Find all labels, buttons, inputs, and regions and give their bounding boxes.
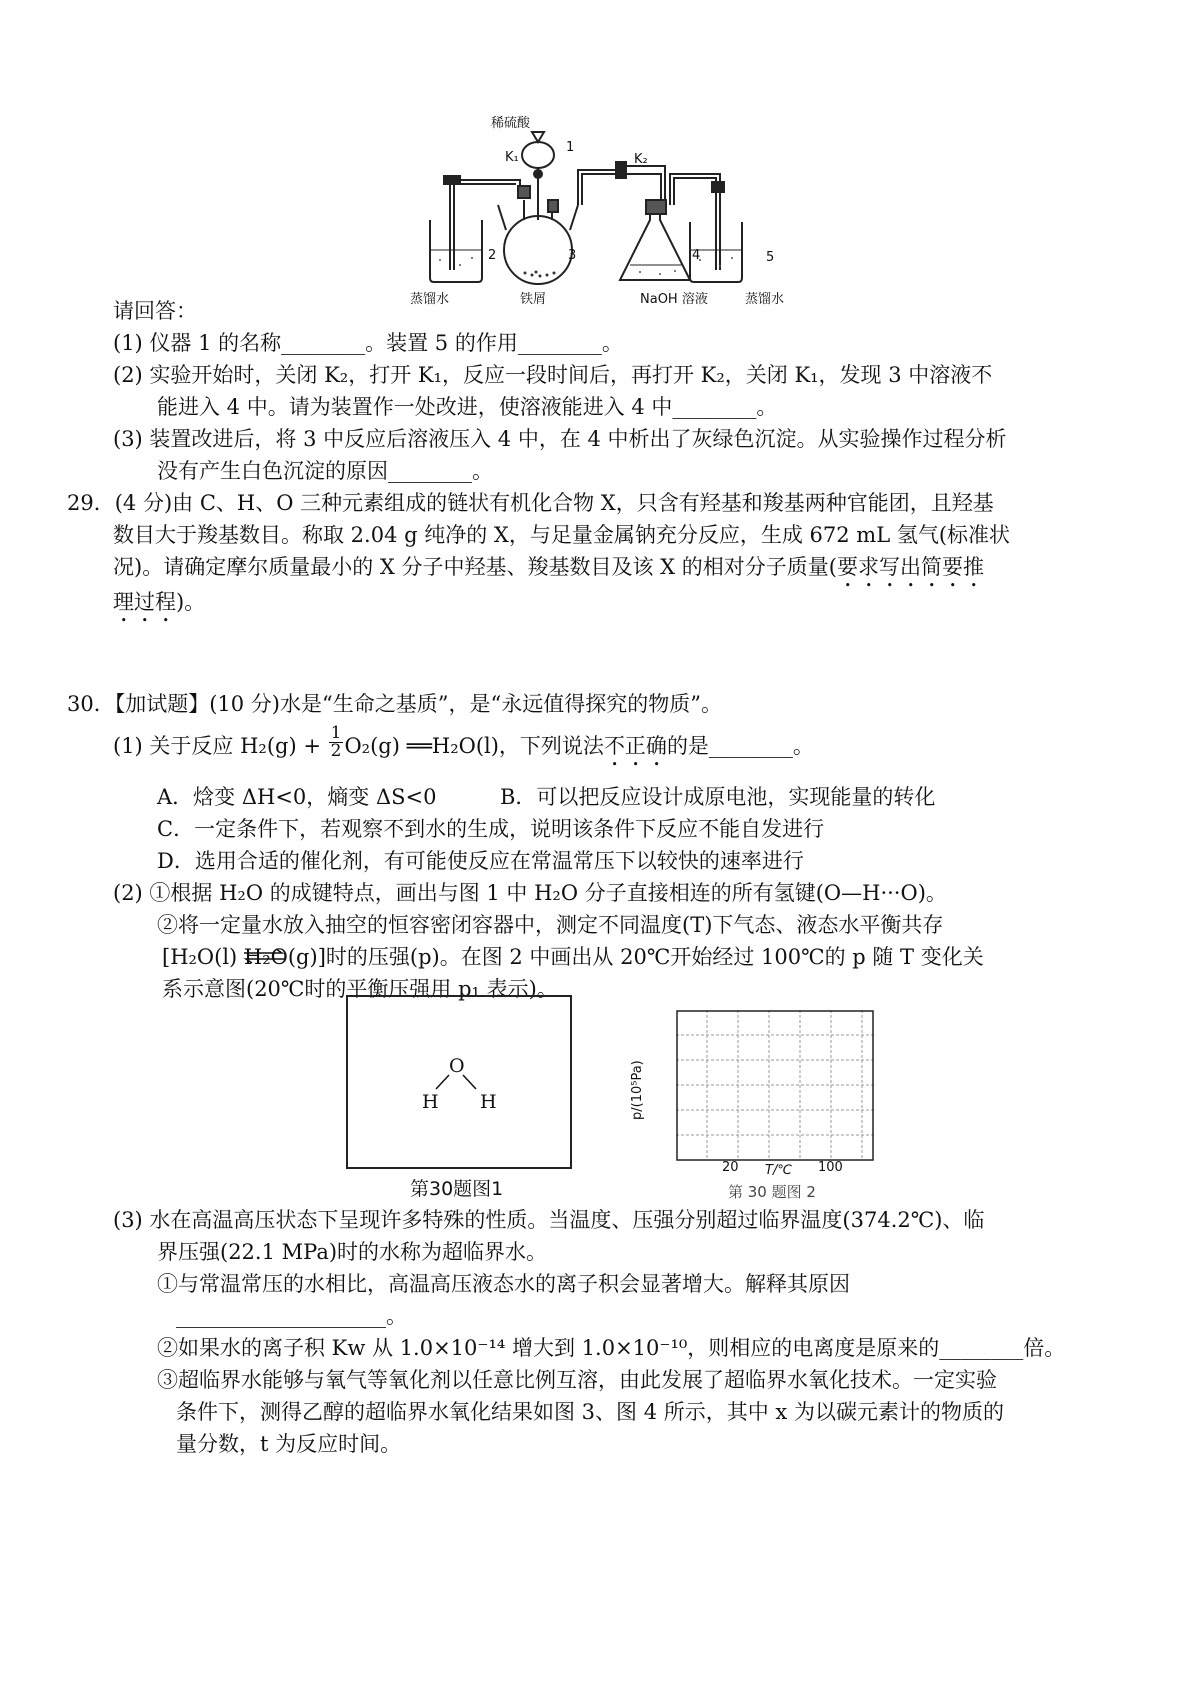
fraction-half (329, 725, 344, 760)
q30-part1 (113, 723, 814, 771)
fig1-caption: 第30题图1 (410, 1178, 504, 1200)
q28-part3-line2: 没有产生白色沉淀的原因________。 (157, 459, 493, 483)
q28-part2-line2: 能进入 4 中。请为装置作一处改进，使溶液能进入 4 中________。 (157, 395, 778, 419)
q29-line1: 29．(4 分)由 C、H、O 三种元素组成的链状有机化合物 X，只含有羟基和羧基两种官能团，且羟基 (67, 491, 994, 515)
q30-part3-c3: 量分数，t 为反应时间。 (176, 1432, 402, 1456)
q30-emphasis: 不正确 (603, 734, 667, 758)
caption-naoh: NaOH 溶液 (640, 292, 708, 307)
q30-header: 30．【加试题】(10 分)水是“生命之基质”，是“永远值得探究的物质”。 (67, 692, 722, 716)
label-2: 2 (488, 248, 497, 263)
caption-water-right: 蒸馏水 (745, 292, 785, 307)
q30-part3-c2: 条件下，测得乙醇的超临界水氧化结果如图 3、图 4 所示，其中 x 为以碳元素计的物质的 (176, 1400, 1004, 1424)
q29-line4 (113, 588, 205, 627)
fraction-numerator: 1 (330, 723, 342, 743)
q28-part1: (1) 仪器 1 的名称________。装置 5 的作用________。 (113, 331, 623, 355)
q29-line4-tail: )。 (176, 590, 206, 614)
fig1-oxygen: O (449, 1055, 465, 1077)
water-molecule (346, 995, 572, 1169)
q30-part3-a2: ____________________。 (176, 1304, 407, 1328)
q30-option-c: C．一定条件下，若观察不到水的生成，说明该条件下反应不能自发进行 (157, 817, 825, 841)
q29-line2: 数目大于羧基数目。称取 2.04 g 纯净的 X，与足量金属钠充分反应，生成 672 mL 氢气(标准状 (113, 523, 1011, 547)
label-4: 4 (692, 248, 701, 263)
q30-option-a: A．焓变 ΔH<0，熵变 ΔS<0 (157, 785, 437, 809)
q29-emphasis-2: 理过程 (113, 590, 176, 614)
fig2-y-axis-label: p/(10⁵Pa) (630, 1060, 645, 1120)
apparatus-diagram (420, 110, 830, 310)
label-k1: K₁ (505, 150, 519, 165)
q30-part3-line2: 界压强(22.1 MPa)时的水称为超临界水。 (157, 1240, 548, 1264)
q29-line3-text: 况)。请确定摩尔质量最小的 X 分子中羟基、羧基数目及该 X 的相对分子质量( (113, 555, 837, 579)
label-1: 1 (566, 140, 575, 155)
q28-part3-line1: (3) 装置改进后，将 3 中反应后溶液压入 4 中，在 4 中析出了灰绿色沉淀。从实验操作过程分析 (113, 427, 1007, 451)
q28-part2-line1: (2) 实验开始时，关闭 K₂，打开 K₁，反应一段时间后，再打开 K₂，关闭 K₁，发现 3 中溶液不 (113, 363, 993, 387)
label-5: 5 (766, 250, 775, 265)
q29-emphasis-1: 要求写出简要推 (837, 555, 984, 579)
q30-part1-post: 的是________。 (666, 734, 814, 758)
q28-prompt: 请回答： (113, 299, 197, 323)
q30-part3-line1: (3) 水在高温高压状态下呈现许多特殊的性质。当温度、压强分别超过临界温度(374.2℃)、临 (113, 1208, 985, 1232)
caption-iron: 铁屑 (520, 292, 547, 307)
fig2-grid (676, 1010, 876, 1162)
q30-part2-b2: [H₂O(l) H₂O(g)]时的压强(p)。在图 2 中画出从 20℃开始经过 100℃的 p 随 T 变化关 (162, 945, 984, 969)
q29-line3 (113, 553, 984, 592)
caption-water-left: 蒸馏水 (410, 292, 450, 307)
q30-option-d: D．选用合适的催化剂，有可能使反应在常温常压下以较快的速率进行 (157, 849, 804, 873)
fig2-tick-100: 100 (818, 1160, 843, 1175)
label-3: 3 (568, 248, 577, 263)
fig2-tick-20: 20 (722, 1160, 739, 1175)
label-k2: K₂ (634, 152, 648, 167)
q30-part2-b1: ②将一定量水放入抽空的恒容密闭容器中，测定不同温度(T)下气态、液态水平衡共存 (157, 913, 944, 937)
q30-part2-a: (2) ①根据 H₂O 的成键特点，画出与图 1 中 H₂O 分子直接相连的所有氢键(O—H···O)。 (113, 881, 947, 905)
fig2-caption: 第 30 题图 2 (728, 1183, 816, 1201)
q30-part1-pre: (1) 关于反应 H₂(g) + (113, 734, 321, 758)
fig2-x-axis-label: T/℃ (765, 1163, 792, 1178)
equilibrium-arrow-icon (242, 948, 286, 964)
q30-part3-c1: ③超临界水能够与氧气等氧化剂以任意比例互溶，由此发展了超临界水氧化技术。一定实验 (157, 1368, 997, 1392)
q30-part1-mid: O₂(g) ══H₂O(l)，下列说法 (344, 734, 604, 758)
fraction-denominator: 2 (330, 741, 342, 761)
q30-part3-b: ②如果水的离子积 Kw 从 1.0×10⁻¹⁴ 增大到 1.0×10⁻¹⁰，则相应的电离度是原来的________倍。 (157, 1336, 1066, 1360)
q30-part3-a1: ①与常温常压的水相比，高温高压液态水的离子积会显著增大。解释其原因 (157, 1272, 850, 1296)
label-acid: 稀硫酸 (491, 116, 531, 131)
q30-option-b: B．可以把反应设计成原电池，实现能量的转化 (500, 785, 936, 809)
q30-part2-b3: 系示意图(20℃时的平衡压强用 p₁ 表示)。 (162, 977, 558, 1001)
fig1-hydrogen-right: H (480, 1091, 497, 1113)
fig1-hydrogen-left: H (422, 1091, 439, 1113)
